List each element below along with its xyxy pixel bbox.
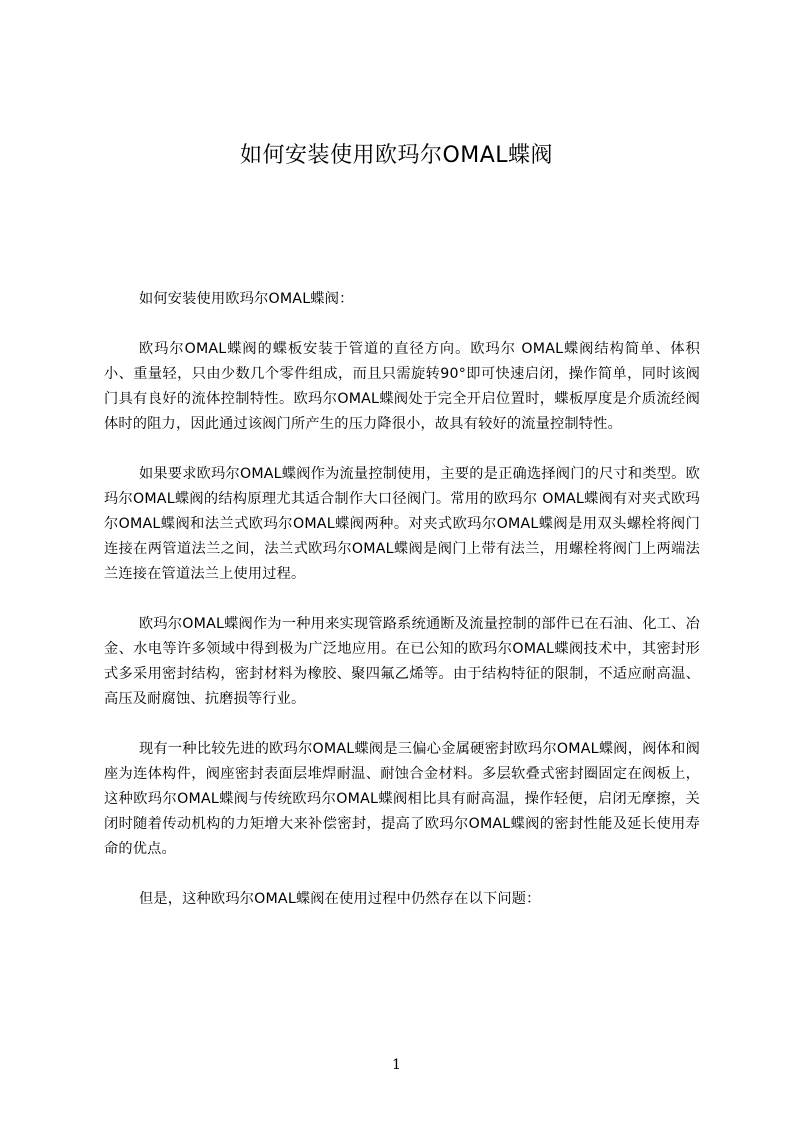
intro-line: 如何安装使用欧玛尔OMAL蝶阀： — [139, 291, 354, 307]
body-paragraph: 如果要求欧玛尔OMAL蝶阀作为流量控制使用，主要的是正确选择阀门的尺寸和类型。欧玛尔OMAL蝶阀的结构原理尤其适合制作大口径阀门。常用的欧玛尔 OMAL蝶阀有对夹式欧玛尔OMAL蝶阀和法兰式欧玛尔OMAL蝶阀两种。对夹式欧玛尔OMAL蝶阀是用双头螺栓将阀门连接在两管道法兰之间，法兰式欧玛尔OMAL蝶阀是阀门上带有法兰，用螺栓将阀门上两端法兰连接在管道法兰上使用过程。 — [104, 466, 700, 582]
document-body — [104, 287, 700, 937]
body-paragraph: 欧玛尔OMAL蝶阀的蝶板安装于管道的直径方向。欧玛尔 OMAL蝶阀结构简单、体积小、重量轻，只由少数几个零件组成，而且只需旋转90°即可快速启闭，操作简单，同时该阀门具有良好的流体控制特性。欧玛尔OMAL蝶阀处于完全开启位置时，蝶板厚度是介质流经阀体时的阻力，因此通过该阀门所产生的压力降很小，故具有较好的流量控制特性。 — [104, 341, 700, 432]
page-number: 1 — [392, 1057, 401, 1073]
document-title: 如何安装使用欧玛尔OMAL蝶阀 — [239, 143, 554, 168]
closing-line: 但是，这种欧玛尔OMAL蝶阀在使用过程中仍然存在以下问题： — [139, 891, 541, 907]
body-paragraph: 欧玛尔OMAL蝶阀作为一种用来实现管路系统通断及流量控制的部件已在石油、化工、冶金、水电等许多领域中得到极为广泛地应用。在已公知的欧玛尔OMAL蝶阀技术中，其密封形式多采用密封结构，密封材料为橡胶、聚四氟乙烯等。由于结构特征的限制，不适应耐高温、高压及耐腐蚀、抗磨损等行业。 — [104, 616, 700, 707]
body-paragraph: 现有一种比较先进的欧玛尔OMAL蝶阀是三偏心金属硬密封欧玛尔OMAL蝶阀，阀体和阀座为连体构件，阀座密封表面层堆焊耐温、耐蚀合金材料。多层软叠式密封圈固定在阀板上，这种欧玛尔OMAL蝶阀与传统欧玛尔OMAL蝶阀相比具有耐高温，操作轻便，启闭无摩擦，关闭时随着传动机构的力矩增大来补偿密封，提高了欧玛尔OMAL蝶阀的密封性能及延长使用寿命的优点。 — [104, 741, 700, 857]
